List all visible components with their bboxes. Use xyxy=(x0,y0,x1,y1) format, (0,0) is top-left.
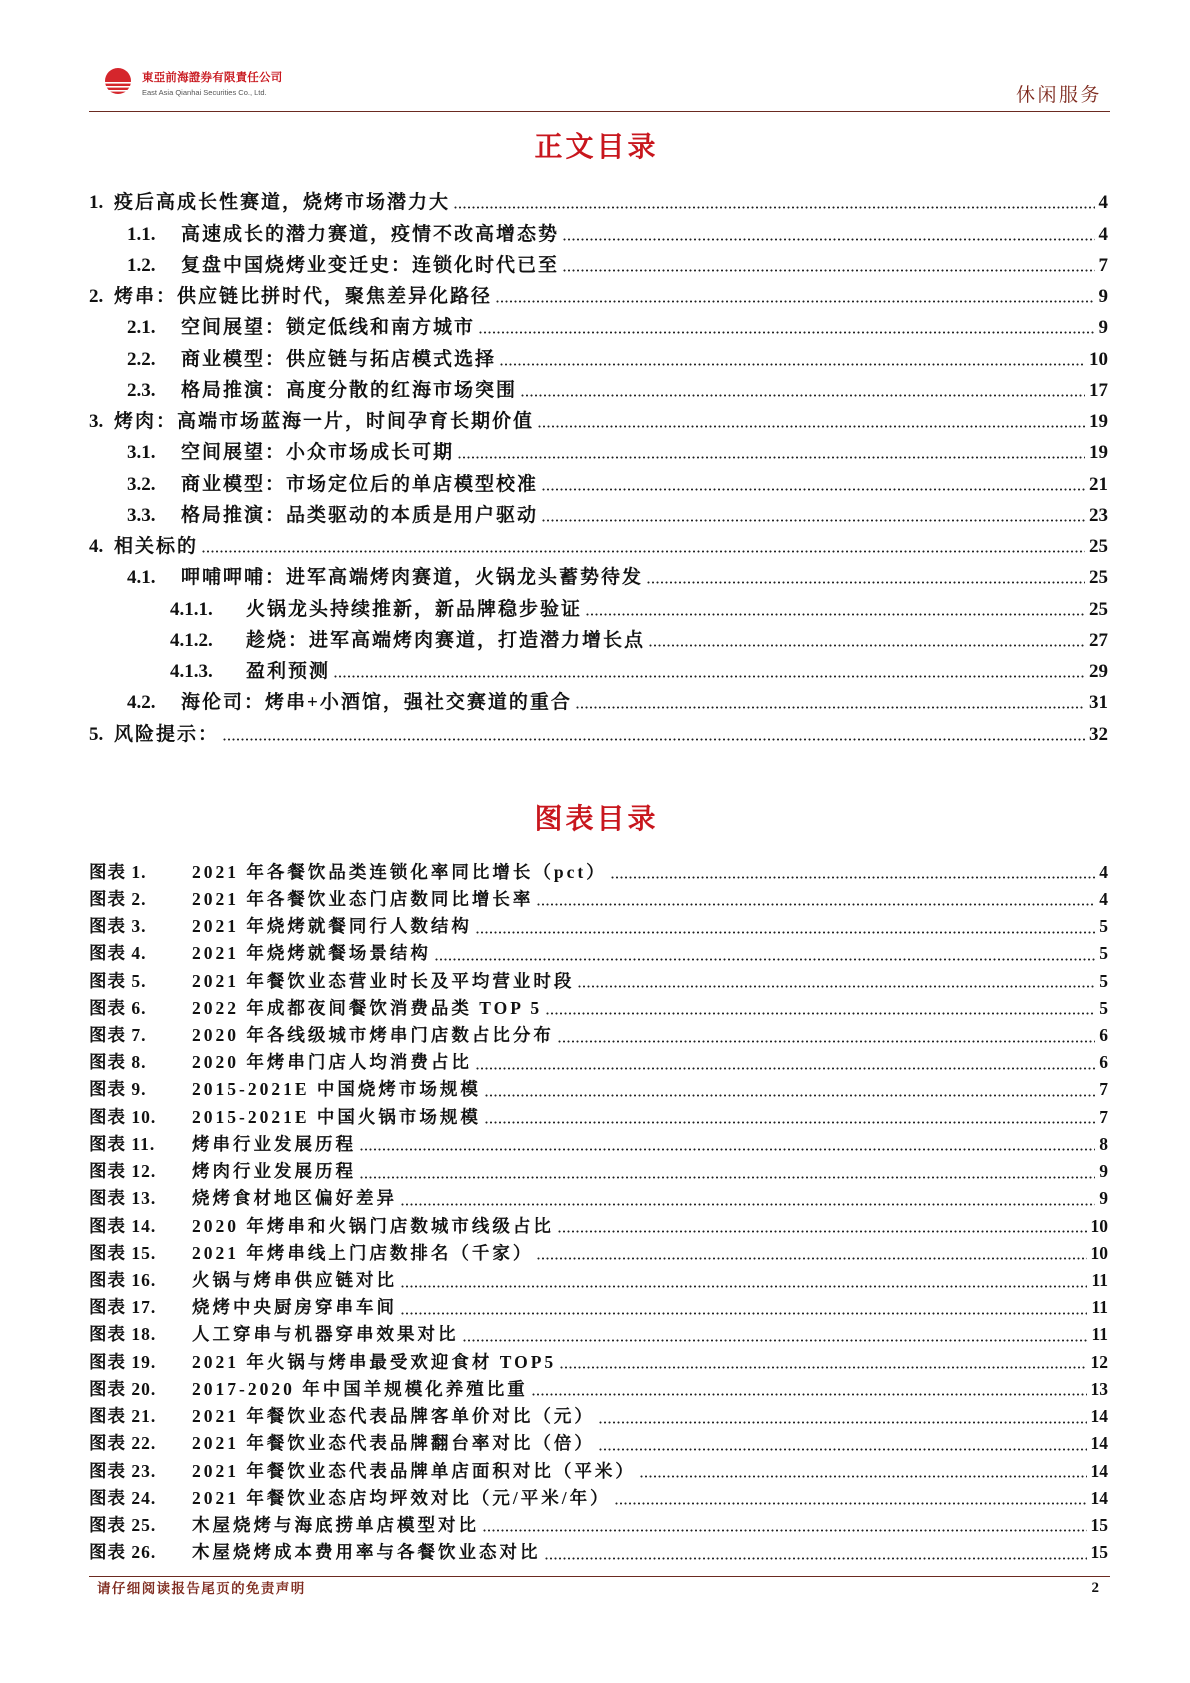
figure-entry[interactable] xyxy=(89,1050,1108,1077)
toc-entry[interactable] xyxy=(89,656,1108,687)
toc-entry-title: 格局推演：品类驱动的本质是用户驱动 xyxy=(181,504,539,526)
toc-entry-page: 9 xyxy=(1098,317,1108,339)
dot-leader xyxy=(546,1012,1095,1015)
figure-entry[interactable] xyxy=(89,941,1108,968)
toc-entry-number: 3.1. xyxy=(127,442,156,464)
dot-leader xyxy=(500,363,1085,366)
figure-entry-page: 7 xyxy=(1099,1079,1108,1100)
figure-entry-title: 2021 年餐饮业态代表品牌翻台率对比（倍） xyxy=(192,1433,595,1454)
toc-entry[interactable] xyxy=(89,218,1108,249)
toc-entry-number: 2.3. xyxy=(127,379,156,401)
toc-entry-number: 2.2. xyxy=(127,348,156,370)
toc-entry-number: 2.1. xyxy=(127,317,156,339)
toc-entry-page: 7 xyxy=(1098,254,1108,276)
figure-entry-label: 图表 14. xyxy=(89,1215,157,1236)
figure-entry-label: 图表 7. xyxy=(89,1025,147,1046)
toc-entry[interactable] xyxy=(89,562,1108,593)
toc-entry-title: 相关标的 xyxy=(114,536,199,557)
figure-entry-label: 图表 22. xyxy=(89,1433,157,1454)
dot-leader xyxy=(360,1148,1095,1151)
toc-entry[interactable] xyxy=(89,406,1108,437)
toc-entry[interactable] xyxy=(89,468,1108,499)
figure-entry-page: 14 xyxy=(1090,1433,1108,1454)
toc-entry[interactable] xyxy=(89,312,1108,343)
toc-entry[interactable] xyxy=(89,187,1108,218)
dot-leader xyxy=(563,238,1094,241)
dot-leader xyxy=(435,958,1095,961)
figure-entry-title: 2021 年餐饮业态代表品牌单店面积对比（平米） xyxy=(192,1460,636,1481)
dot-leader xyxy=(483,1529,1087,1532)
figure-entry-page: 7 xyxy=(1099,1106,1108,1127)
figure-entry-title: 人工穿串与机器穿串效果对比 xyxy=(192,1324,459,1345)
figure-entry-page: 11 xyxy=(1091,1324,1108,1345)
toc-entry[interactable] xyxy=(89,625,1108,656)
figure-entry-label: 图表 3. xyxy=(89,916,147,937)
figure-entry[interactable] xyxy=(89,1022,1108,1049)
industry-section-label: 休闲服务 xyxy=(1015,85,1102,106)
figure-entry-title: 烤串行业发展历程 xyxy=(192,1133,356,1154)
toc-entry-title: 呷哺呷哺：进军高端烤肉赛道，火锅龙头蓄势待发 xyxy=(181,567,644,589)
toc-entry-title: 海伦司：烤串+小酒馆，强社交赛道的重合 xyxy=(181,692,572,714)
figure-entry[interactable] xyxy=(89,886,1108,913)
dot-leader xyxy=(479,331,1094,334)
dot-leader xyxy=(223,738,1085,741)
toc-entry[interactable] xyxy=(89,593,1108,624)
company-logo-icon xyxy=(103,67,133,97)
toc-entry[interactable] xyxy=(89,531,1108,562)
toc-entry-page: 23 xyxy=(1089,504,1108,526)
toc-entry-page: 27 xyxy=(1089,629,1108,651)
company-name-en: East Asia Qianhai Securities Co., Ltd. xyxy=(142,88,267,97)
toc-entry-page: 25 xyxy=(1089,567,1108,589)
toc-entry-number: 4.1. xyxy=(127,567,156,589)
toc-entry[interactable] xyxy=(89,718,1108,749)
figure-entry-title: 烤肉行业发展历程 xyxy=(192,1161,356,1182)
toc-entry-title: 商业模型：市场定位后的单店模型校准 xyxy=(181,473,539,495)
figure-entry-title: 2021 年各餐饮品类连锁化率同比增长（pct） xyxy=(192,861,607,882)
figure-entry-label: 图表 1. xyxy=(89,861,147,882)
toc-entry-page: 21 xyxy=(1089,473,1108,495)
dot-leader xyxy=(538,425,1085,428)
figure-entry-label: 图表 10. xyxy=(89,1106,157,1127)
figure-entry-label: 图表 20. xyxy=(89,1378,157,1399)
figure-entry[interactable] xyxy=(89,1512,1108,1539)
toc-entry-page: 9 xyxy=(1098,286,1108,307)
figure-entry-page: 5 xyxy=(1099,943,1108,964)
figure-entry-label: 图表 21. xyxy=(89,1406,157,1427)
figure-entry[interactable] xyxy=(89,1131,1108,1158)
figure-entry-label: 图表 11. xyxy=(89,1133,156,1154)
toc-entry-page: 4 xyxy=(1098,192,1108,214)
toc-entry-number: 3.3. xyxy=(127,504,156,526)
figure-entry[interactable] xyxy=(89,1458,1108,1485)
dot-leader xyxy=(586,613,1085,616)
figure-entry-page: 10 xyxy=(1090,1215,1108,1236)
figure-entry-page: 6 xyxy=(1099,1052,1108,1073)
toc-entry-title: 复盘中国烧烤业变迁史：连锁化时代已至 xyxy=(181,254,560,276)
toc-entry-page: 10 xyxy=(1089,348,1108,370)
toc-entry[interactable] xyxy=(89,437,1108,468)
figure-entry-title: 2021 年烧烤就餐同行人数结构 xyxy=(192,916,472,937)
figure-entry-title: 2020 年烤串和火锅门店数城市线级占比 xyxy=(192,1215,554,1236)
dot-leader xyxy=(401,1203,1095,1206)
dot-leader xyxy=(532,1393,1087,1396)
dot-leader xyxy=(545,1557,1087,1560)
toc-entry-title: 空间展望：锁定低线和南方城市 xyxy=(181,317,476,339)
figure-entry-title: 2021 年烧烤就餐场景结构 xyxy=(192,943,431,964)
toc-entry-number: 4.1.1. xyxy=(170,598,213,620)
dot-leader xyxy=(542,519,1085,522)
figure-entry-page: 5 xyxy=(1099,916,1108,937)
dot-leader xyxy=(599,1421,1087,1424)
figure-entry-title: 2021 年各餐饮业态门店数同比增长率 xyxy=(192,888,534,909)
toc-entry[interactable] xyxy=(89,281,1108,312)
figure-entry-label: 图表 16. xyxy=(89,1270,157,1290)
figure-entry-page: 13 xyxy=(1090,1378,1108,1399)
figure-entry-page: 9 xyxy=(1099,1161,1108,1182)
toc-entry-title: 商业模型：供应链与拓店模式选择 xyxy=(181,348,497,370)
dot-leader xyxy=(558,1230,1087,1233)
toc-entry-number: 4.2. xyxy=(127,692,156,714)
toc-entry[interactable] xyxy=(89,500,1108,531)
toc-entry-page: 19 xyxy=(1089,442,1108,464)
toc-entry-title: 空间展望：小众市场成长可期 xyxy=(181,442,455,464)
toc-entry-page: 25 xyxy=(1089,598,1108,620)
figure-entry-title: 2021 年餐饮业态代表品牌客单价对比（元） xyxy=(192,1406,595,1427)
dot-leader xyxy=(576,706,1085,709)
toc-entry-number: 4.1.2. xyxy=(170,629,213,651)
dot-leader xyxy=(649,644,1085,647)
dot-leader xyxy=(578,985,1095,988)
figure-entry[interactable] xyxy=(89,913,1108,940)
figure-entry-label: 图表 23. xyxy=(89,1460,157,1481)
figure-entry-page: 4 xyxy=(1099,888,1108,909)
figure-entry[interactable] xyxy=(89,859,1108,886)
toc-entry-page: 31 xyxy=(1089,692,1108,714)
figure-entry-page: 14 xyxy=(1090,1406,1108,1427)
company-name-cn: 東亞前海證券有限責任公司 xyxy=(142,72,283,84)
toc-entry-number: 3.2. xyxy=(127,473,156,495)
figure-entry-page: 4 xyxy=(1099,861,1108,882)
dot-leader xyxy=(496,300,1094,303)
figure-entry-title: 木屋烧烤与海底捞单店模型对比 xyxy=(192,1514,479,1535)
figure-entry-label: 图表 19. xyxy=(89,1351,157,1372)
dot-leader xyxy=(563,269,1094,272)
figure-entry-title: 2020 年各线级城市烤串门店数占比分布 xyxy=(192,1025,554,1046)
dot-leader xyxy=(537,1257,1086,1260)
toc-entry-number: 5. xyxy=(89,723,104,745)
page-number: 2 xyxy=(1091,1580,1099,1596)
figure-entry-title: 2017-2020 年中国羊规模化养殖比重 xyxy=(192,1378,528,1399)
figure-entry[interactable] xyxy=(89,1104,1108,1131)
figure-entry-title: 2020 年烤串门店人均消费占比 xyxy=(192,1052,472,1073)
figure-entry[interactable] xyxy=(89,1267,1108,1294)
figure-list-heading: 图表目录 xyxy=(534,804,659,835)
figure-entry[interactable] xyxy=(89,1240,1108,1267)
figure-entry-label: 图表 25. xyxy=(89,1514,157,1535)
figure-entry-title: 2015-2021E 中国烧烤市场规模 xyxy=(192,1079,481,1100)
toc-entry[interactable] xyxy=(89,375,1108,406)
toc-entry-title: 烤肉：高端市场蓝海一片，时间孕育长期价值 xyxy=(114,411,535,432)
figure-entry-page: 14 xyxy=(1090,1487,1108,1508)
figure-entry-label: 图表 6. xyxy=(89,997,147,1018)
dot-leader xyxy=(202,550,1085,553)
dot-leader xyxy=(485,1121,1095,1124)
figure-entry-label: 图表 2. xyxy=(89,888,147,909)
dot-leader xyxy=(401,1312,1087,1315)
figure-entry[interactable] xyxy=(89,1431,1108,1458)
toc-entry-title: 盈利预测 xyxy=(246,661,331,682)
dot-leader xyxy=(647,581,1085,584)
toc-entry-page: 4 xyxy=(1098,223,1108,245)
figure-entry[interactable] xyxy=(89,1376,1108,1403)
figure-list xyxy=(89,859,1108,1567)
toc-entry[interactable] xyxy=(89,687,1108,718)
dot-leader xyxy=(611,876,1096,879)
figure-entry-label: 图表 18. xyxy=(89,1324,157,1345)
footer-disclaimer: 请仔细阅读报告尾页的免责声明 xyxy=(97,1581,306,1596)
figure-entry-page: 5 xyxy=(1099,997,1108,1018)
figure-entry-label: 图表 9. xyxy=(89,1079,147,1100)
dot-leader xyxy=(476,1067,1095,1070)
figure-entry-title: 烧烤中央厨房穿串车间 xyxy=(192,1297,397,1318)
dot-leader xyxy=(476,931,1095,934)
figure-entry-page: 15 xyxy=(1090,1542,1108,1563)
toc-entry-page: 17 xyxy=(1089,379,1108,401)
dot-leader xyxy=(401,1285,1087,1288)
figure-entry-page: 5 xyxy=(1099,970,1108,991)
toc-entry-number: 1.2. xyxy=(127,254,156,276)
dot-leader xyxy=(485,1094,1095,1097)
dot-leader xyxy=(615,1502,1087,1505)
figure-entry[interactable] xyxy=(89,1295,1108,1322)
figure-entry[interactable] xyxy=(89,995,1108,1022)
figure-entry-label: 图表 24. xyxy=(89,1487,157,1508)
dot-leader xyxy=(640,1475,1087,1478)
figure-entry-title: 2021 年餐饮业态营业时长及平均营业时段 xyxy=(192,970,575,991)
figure-entry[interactable] xyxy=(89,1403,1108,1430)
figure-entry-page: 15 xyxy=(1090,1514,1108,1535)
figure-entry-label: 图表 15. xyxy=(89,1242,157,1263)
dot-leader xyxy=(599,1448,1087,1451)
toc-entry-title: 火锅龙头持续推新，新品牌稳步验证 xyxy=(246,598,583,620)
figure-entry-title: 2021 年火锅与烤串最受欢迎食材 TOP5 xyxy=(192,1351,557,1372)
figure-entry-title: 2021 年餐饮业态店均坪效对比（元/平米/年） xyxy=(192,1487,611,1508)
toc-entry-number: 4.1.3. xyxy=(170,661,213,682)
dot-leader xyxy=(454,206,1094,209)
toc-entry[interactable] xyxy=(89,250,1108,281)
figure-entry-title: 木屋烧烤成本费用率与各餐饮业态对比 xyxy=(192,1542,541,1563)
toc-entry-number: 4. xyxy=(89,536,104,557)
figure-entry-page: 9 xyxy=(1099,1188,1108,1209)
figure-entry[interactable] xyxy=(89,1186,1108,1213)
figure-entry-page: 11 xyxy=(1091,1270,1108,1290)
toc-entry-number: 1. xyxy=(89,192,104,214)
figure-entry-title: 烧烤食材地区偏好差异 xyxy=(192,1188,397,1209)
dot-leader xyxy=(463,1339,1088,1342)
toc-entry-page: 19 xyxy=(1089,411,1108,432)
figure-entry[interactable] xyxy=(89,1077,1108,1104)
figure-entry-page: 10 xyxy=(1090,1242,1108,1263)
figure-entry[interactable] xyxy=(89,1213,1108,1240)
toc-entry-number: 3. xyxy=(89,411,104,432)
figure-entry[interactable] xyxy=(89,968,1108,995)
figure-entry[interactable] xyxy=(89,1322,1108,1349)
figure-entry-label: 图表 12. xyxy=(89,1161,157,1182)
figure-entry-label: 图表 8. xyxy=(89,1052,147,1073)
header-divider xyxy=(89,111,1110,112)
toc-entry[interactable] xyxy=(89,343,1108,374)
toc-heading: 正文目录 xyxy=(534,132,659,163)
toc-entry-number: 2. xyxy=(89,286,104,307)
figure-entry-label: 图表 4. xyxy=(89,943,147,964)
footer-divider xyxy=(89,1576,1110,1577)
figure-entry-title: 2022 年成都夜间餐饮消费品类 TOP 5 xyxy=(192,997,543,1018)
toc-entry-title: 疫后高成长性赛道，烧烤市场潜力大 xyxy=(114,192,451,214)
figure-entry-title: 2015-2021E 中国火锅市场规模 xyxy=(192,1106,481,1127)
toc-list xyxy=(89,187,1108,750)
dot-leader xyxy=(542,488,1085,491)
figure-entry-label: 图表 26. xyxy=(89,1542,157,1563)
figure-entry-page: 8 xyxy=(1099,1133,1108,1154)
figure-entry-page: 12 xyxy=(1090,1351,1108,1372)
figure-entry-page: 14 xyxy=(1090,1460,1108,1481)
toc-entry-page: 29 xyxy=(1089,661,1108,682)
figure-entry-page: 11 xyxy=(1091,1297,1108,1318)
figure-entry-title: 2021 年烤串线上门店数排名（千家） xyxy=(192,1242,534,1263)
dot-leader xyxy=(458,456,1085,459)
figure-entry[interactable] xyxy=(89,1349,1108,1376)
dot-leader xyxy=(334,675,1085,678)
figure-entry[interactable] xyxy=(89,1485,1108,1512)
figure-entry-label: 图表 13. xyxy=(89,1188,157,1209)
toc-entry-title: 格局推演：高度分散的红海市场突围 xyxy=(181,379,518,401)
toc-entry-title: 风险提示： xyxy=(114,723,220,745)
toc-entry-title: 烤串：供应链比拼时代，聚焦差异化路径 xyxy=(114,286,493,307)
toc-entry-title: 高速成长的潜力赛道，疫情不改高增态势 xyxy=(181,223,560,245)
figure-entry-page: 6 xyxy=(1099,1025,1108,1046)
figure-entry-title: 火锅与烤串供应链对比 xyxy=(192,1270,397,1290)
figure-entry[interactable] xyxy=(89,1158,1108,1185)
figure-entry-label: 图表 17. xyxy=(89,1297,157,1318)
dot-leader xyxy=(537,903,1095,906)
dot-leader xyxy=(558,1040,1095,1043)
toc-entry-title: 趁烧：进军高端烤肉赛道，打造潜力增长点 xyxy=(246,629,646,651)
figure-entry[interactable] xyxy=(89,1539,1108,1566)
toc-entry-page: 32 xyxy=(1089,723,1108,745)
dot-leader xyxy=(521,394,1085,397)
toc-entry-page: 25 xyxy=(1089,536,1108,557)
figure-entry-label: 图表 5. xyxy=(89,970,147,991)
dot-leader xyxy=(360,1176,1095,1179)
toc-entry-number: 1.1. xyxy=(127,223,156,245)
dot-leader xyxy=(560,1366,1086,1369)
